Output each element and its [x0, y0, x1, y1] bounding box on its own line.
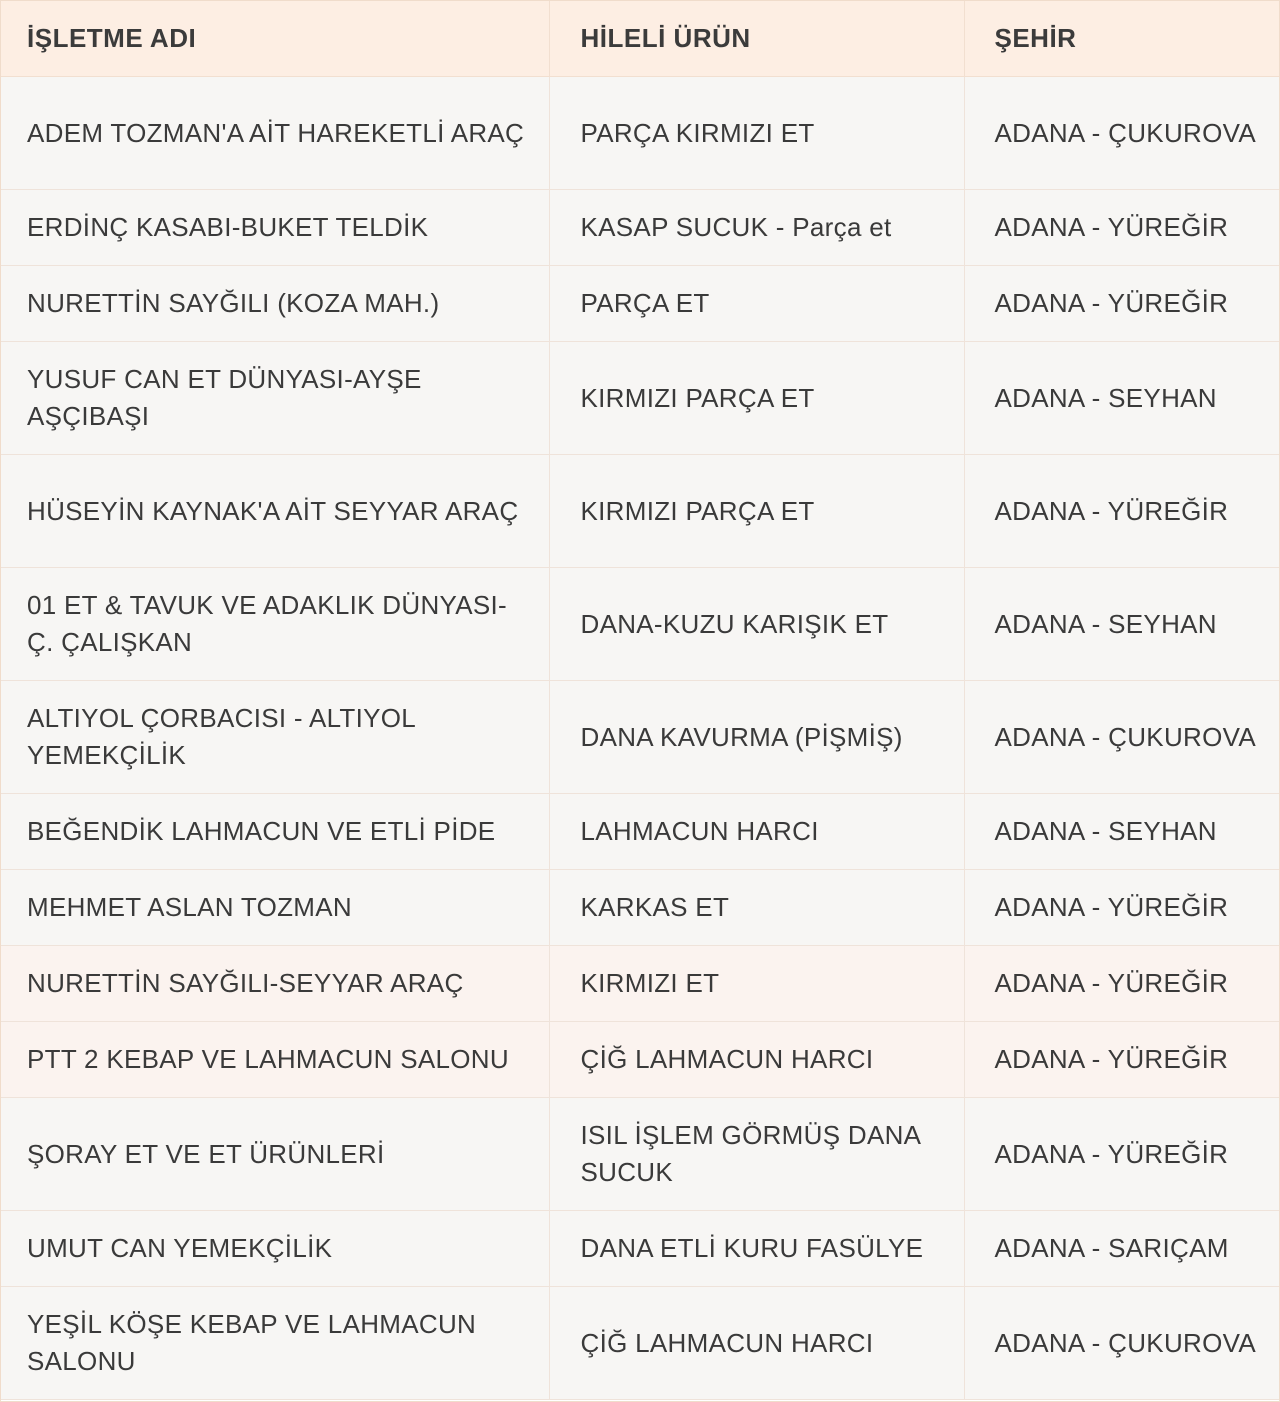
cell-city: ADANA - ÇUKUROVA: [964, 77, 1279, 190]
cell-business-name: YUSUF CAN ET DÜNYASI-AYŞE AŞÇIBAŞI: [1, 342, 549, 455]
cell-city: ADANA - SARIÇAM: [964, 1211, 1279, 1287]
cell-product: KIRMIZI PARÇA ET: [549, 455, 964, 568]
cell-city: ADANA - ÇUKUROVA: [964, 681, 1279, 794]
cell-product: KARKAS ET: [549, 870, 964, 946]
column-header-business-name: İŞLETME ADI: [1, 1, 549, 77]
cell-city: ADANA - YÜREĞİR: [964, 946, 1279, 1022]
cell-product: KIRMIZI ET: [549, 946, 964, 1022]
table-row: [1, 190, 1279, 266]
cell-business-name: NURETTİN SAYĞILI (KOZA MAH.): [1, 266, 549, 342]
table-row: [1, 794, 1279, 870]
table-row: [1, 1287, 1279, 1400]
cell-product: DANA-KUZU KARIŞIK ET: [549, 568, 964, 681]
cell-business-name: BEĞENDİK LAHMACUN VE ETLİ PİDE: [1, 794, 549, 870]
cell-business-name: YEŞİL KÖŞE KEBAP VE LAHMACUN SALONU: [1, 1287, 549, 1400]
cell-business-name: ADEM TOZMAN'A AİT HAREKETLİ ARAÇ: [1, 77, 549, 190]
cell-city: ADANA - YÜREĞİR: [964, 266, 1279, 342]
table-row: [1, 455, 1279, 568]
cell-business-name: NURETTİN SAYĞILI-SEYYAR ARAÇ: [1, 946, 549, 1022]
table-row: [1, 946, 1279, 1022]
cell-city: ADANA - YÜREĞİR: [964, 1022, 1279, 1098]
cell-city: ADANA - SEYHAN: [964, 342, 1279, 455]
table-header-row: [1, 1, 1279, 77]
table-row: [1, 1022, 1279, 1098]
cell-product: DANA ETLİ KURU FASÜLYE: [549, 1211, 964, 1287]
cell-city: ADANA - ÇUKUROVA: [964, 1287, 1279, 1400]
cell-business-name: 01 ET & TAVUK VE ADAKLIK DÜNYASI-Ç. ÇALIŞKAN: [1, 568, 549, 681]
table-row: [1, 1098, 1279, 1211]
cell-business-name: ERDİNÇ KASABI-BUKET TELDİK: [1, 190, 549, 266]
cell-product: ISIL İŞLEM GÖRMÜŞ DANA SUCUK: [549, 1098, 964, 1211]
table-row: [1, 1211, 1279, 1287]
cell-city: ADANA - YÜREĞİR: [964, 190, 1279, 266]
cell-product: PARÇA KIRMIZI ET: [549, 77, 964, 190]
cell-city: ADANA - YÜREĞİR: [964, 1098, 1279, 1211]
cell-product: LAHMACUN HARCI: [549, 794, 964, 870]
table-row: [1, 870, 1279, 946]
cell-business-name: MEHMET ASLAN TOZMAN: [1, 870, 549, 946]
cell-business-name: ŞORAY ET VE ET ÜRÜNLERİ: [1, 1098, 549, 1211]
cell-city: ADANA - SEYHAN: [964, 794, 1279, 870]
table-row: [1, 342, 1279, 455]
table-row: [1, 568, 1279, 681]
cell-city: ADANA - YÜREĞİR: [964, 455, 1279, 568]
cell-product: PARÇA ET: [549, 266, 964, 342]
fraud-products-table: [1, 1, 1279, 1400]
cell-city: ADANA - YÜREĞİR: [964, 870, 1279, 946]
column-header-city: ŞEHİR: [964, 1, 1279, 77]
cell-product: KIRMIZI PARÇA ET: [549, 342, 964, 455]
cell-business-name: PTT 2 KEBAP VE LAHMACUN SALONU: [1, 1022, 549, 1098]
cell-product: KASAP SUCUK - Parça et: [549, 190, 964, 266]
table-row: [1, 266, 1279, 342]
cell-product: DANA KAVURMA (PİŞMİŞ): [549, 681, 964, 794]
cell-product: ÇİĞ LAHMACUN HARCI: [549, 1287, 964, 1400]
column-header-fraudulent-product: HİLELİ ÜRÜN: [549, 1, 964, 77]
cell-product: ÇİĞ LAHMACUN HARCI: [549, 1022, 964, 1098]
cell-business-name: HÜSEYİN KAYNAK'A AİT SEYYAR ARAÇ: [1, 455, 549, 568]
cell-business-name: UMUT CAN YEMEKÇİLİK: [1, 1211, 549, 1287]
table-row: [1, 681, 1279, 794]
cell-business-name: ALTIYOL ÇORBACISI - ALTIYOL YEMEKÇİLİK: [1, 681, 549, 794]
table-row: [1, 77, 1279, 190]
cell-city: ADANA - SEYHAN: [964, 568, 1279, 681]
